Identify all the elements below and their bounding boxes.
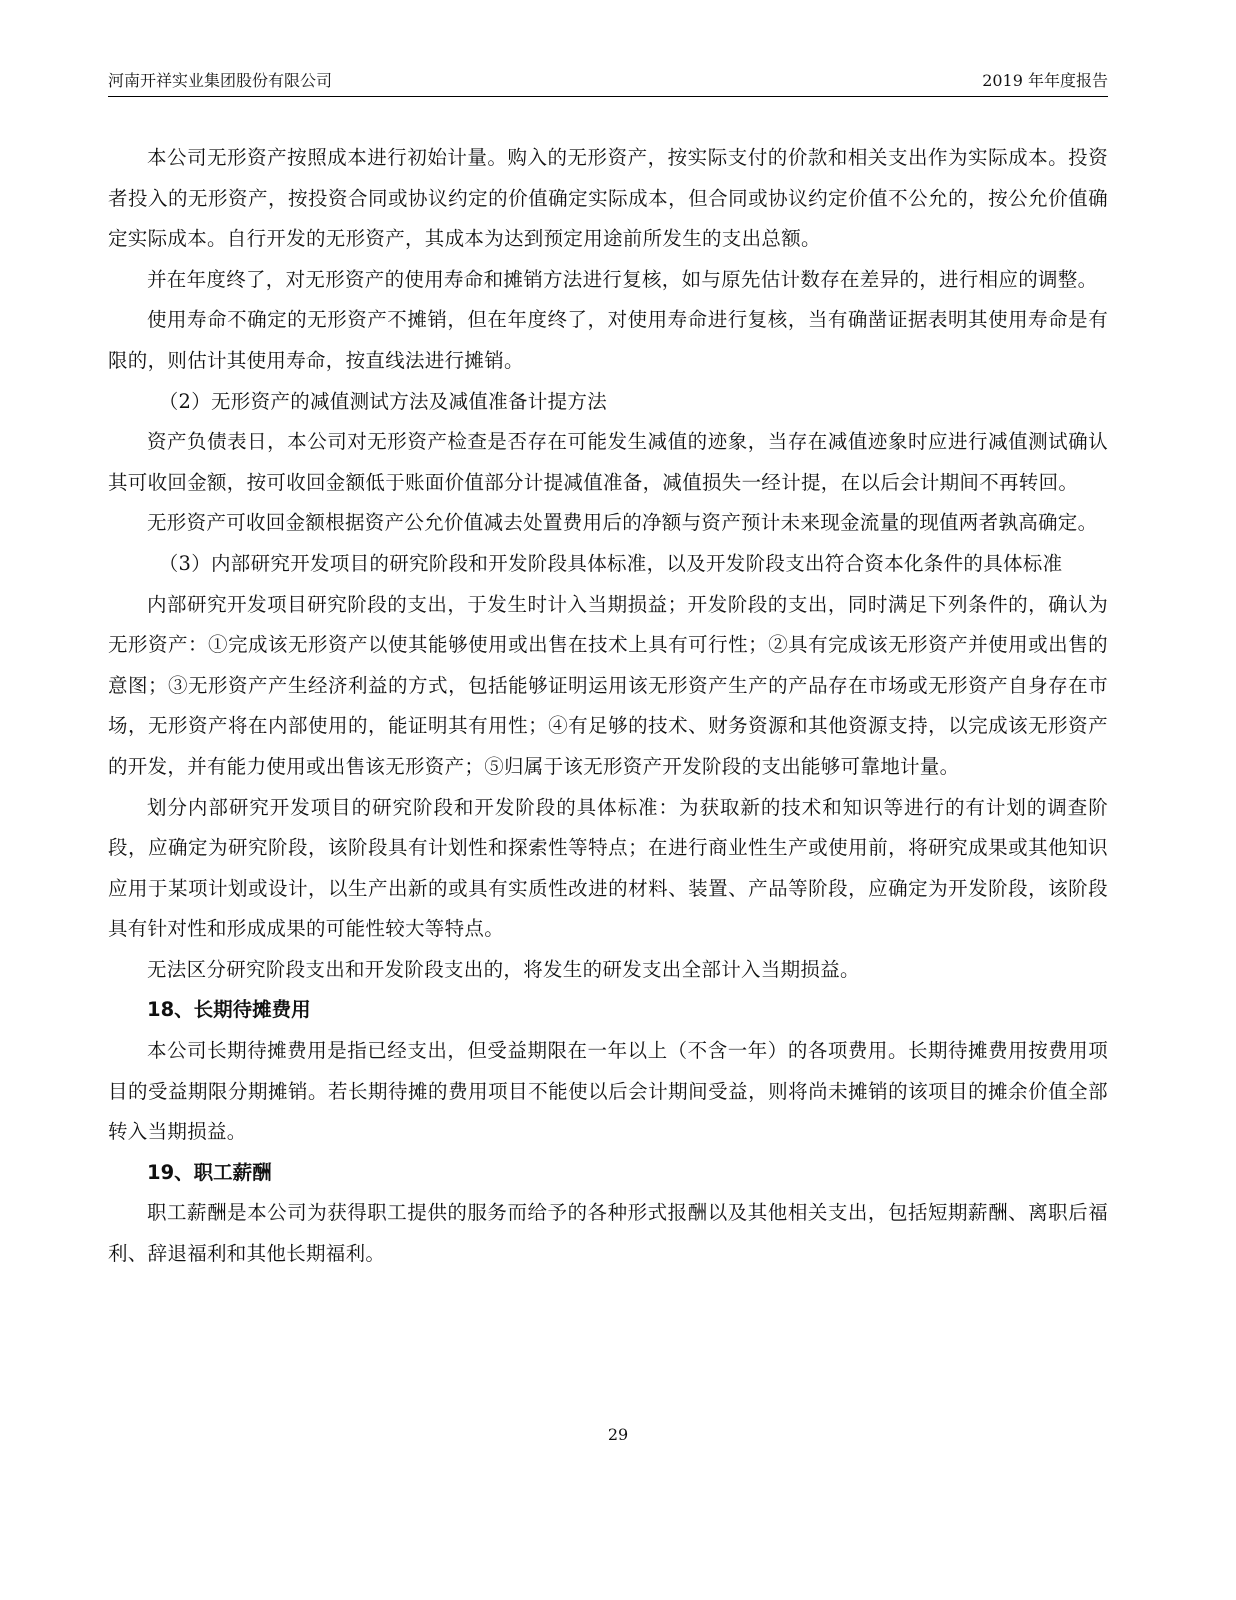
page-header [108, 70, 1108, 97]
subsection-heading: （3）内部研究开发项目的研究阶段和开发阶段具体标准，以及开发阶段支出符合资本化条件的具体标准 [158, 551, 1063, 575]
paragraph: 无形资产可收回金额根据资产公允价值减去处置费用后的净额与资产预计未来现金流量的现值两者孰高确定。 [147, 511, 1098, 535]
paragraph: 本公司无形资产按照成本进行初始计量。购入的无形资产，按实际支付的价款和相关支出作为实际成本。投资者投入的无形资产，按投资合同或协议约定的价值确定实际成本，但合同或协议约定价值不公允的，按公允价值确定实际成本。自行开发的无形资产，其成本为达到预定用途前所发生的支出总额。 [108, 146, 1108, 251]
page-number: 29 [607, 1425, 629, 1444]
section-heading-18: 18、长期待摊费用 [147, 998, 311, 1022]
paragraph: 本公司长期待摊费用是指已经支出，但受益期限在一年以上（不含一年）的各项费用。长期待摊费用按费用项目的受益期限分期摊销。若长期待摊的费用项目不能使以后会计期间受益，则将尚未摊销的该项目的摊余价值全部转入当期损益。 [108, 1039, 1108, 1144]
paragraph: 划分内部研究开发项目的研究阶段和开发阶段的具体标准：为获取新的技术和知识等进行的有计划的调查阶段，应确定为研究阶段，该阶段具有计划性和探索性等特点；在进行商业性生产或使用前，将研究成果或其他知识应用于某项计划或设计，以生产出新的或具有实质性改进的材料、装置、产品等阶段，应确定为开发阶段，该阶段具有针对性和形成成果的可能性较大等特点。 [108, 795, 1108, 941]
main-content [108, 138, 1108, 1275]
paragraph: 并在年度终了，对无形资产的使用寿命和摊销方法进行复核，如与原先估计数存在差异的，进行相应的调整。 [147, 267, 1098, 291]
report-title: 2019 年年度报告 [982, 71, 1108, 90]
paragraph: 使用寿命不确定的无形资产不摊销，但在年度终了，对使用寿命进行复核，当有确凿证据表明其使用寿命是有限的，则估计其使用寿命，按直线法进行摊销。 [108, 308, 1108, 372]
paragraph: 职工薪酬是本公司为获得职工提供的服务而给予的各种形式报酬以及其他相关支出，包括短期薪酬、离职后福利、辞退福利和其他长期福利。 [108, 1201, 1108, 1266]
paragraph: 资产负债表日，本公司对无形资产检查是否存在可能发生减值的迹象，当存在减值迹象时应进行减值测试确认其可收回金额，按可收回金额低于账面价值部分计提减值准备，减值损失一经计提，在以后会计期间不再转回。 [108, 430, 1108, 494]
section-heading-19: 19、职工薪酬 [147, 1160, 272, 1184]
paragraph: 内部研究开发项目研究阶段的支出，于发生时计入当期损益；开发阶段的支出，同时满足下列条件的，确认为无形资产：①完成该无形资产以使其能够使用或出售在技术上具有可行性；②具有完成该无形资产并使用或出售的意图；③无形资产产生经济利益的方式，包括能够证明运用该无形资产生产的产品存在市场或无形资产自身存在市场，无形资产将在内部使用的，能证明其有用性；④有足够的技术、财务资源和其他资源支持，以完成该无形资产的开发，并有能力使用或出售该无形资产；⑤归属于该无形资产开发阶段的支出能够可靠地计量。 [108, 592, 1108, 778]
subsection-heading: （2）无形资产的减值测试方法及减值准备计提方法 [158, 389, 607, 413]
company-name: 河南开祥实业集团股份有限公司 [108, 71, 333, 90]
paragraph: 无法区分研究阶段支出和开发阶段支出的，将发生的研发支出全部计入当期损益。 [147, 957, 860, 981]
